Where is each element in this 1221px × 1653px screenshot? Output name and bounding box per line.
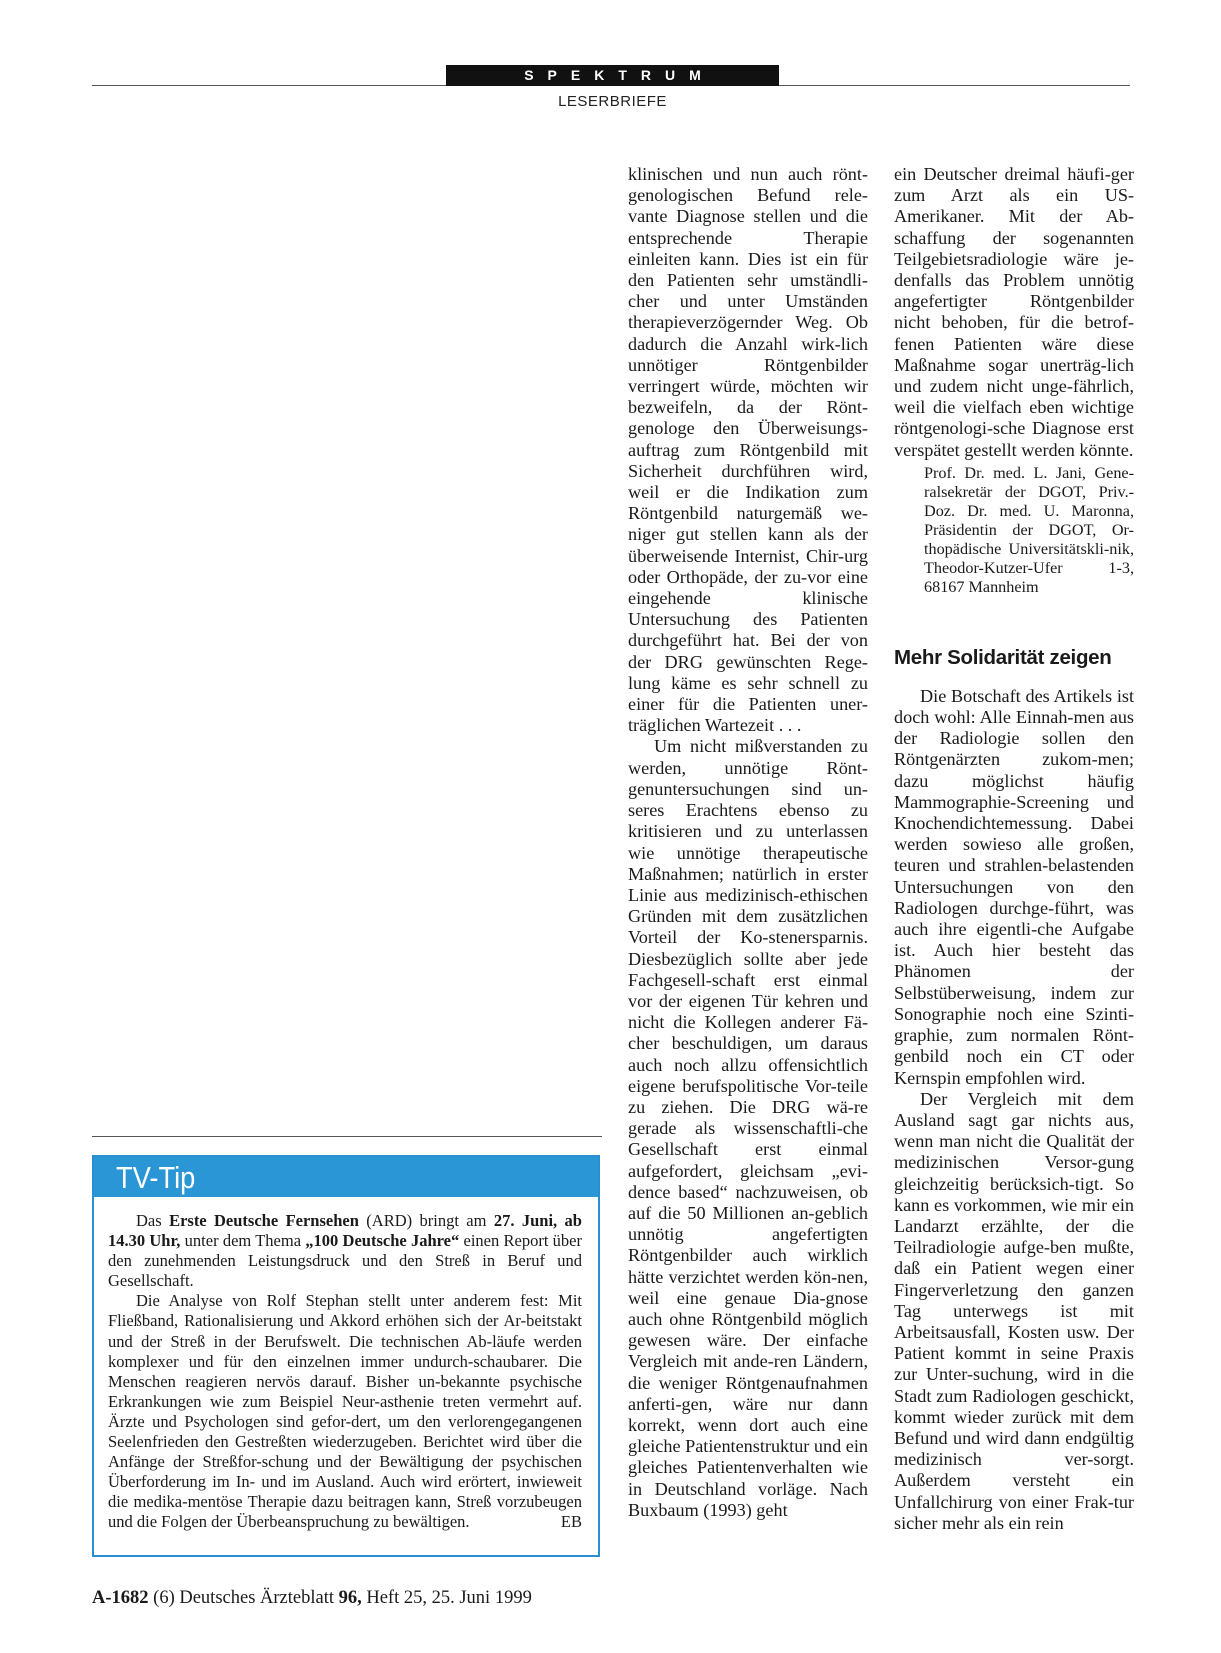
body-paragraph: klinischen und nun auch rönt-genologischen Befund rele-vante Diagnose stellen und die entsprechende Therapie einleiten kann. Dies ist ein für den Patienten sehr umständli-cher und unter Umständen therapieverzögernder Weg. Ob dadurch die Anzahl wirk-lich unnötiger Röntgenbilder verringert würde, möchten wir bezweifeln, da der Rönt-genologe den Überweisungs-auftrag zum Röntgenbild mit Sicherheit durchführen wird, weil er die Indikation zum Röntgenbild naturgemäß we-niger gut stellen kann als der überweisende Internist, Chir-urg oder Orthopäde, der zu-vor eine eingehende klinische Untersuchung des Patienten durchgeführt hat. Bei der von der DRG gewünschten Rege-lung käme es sehr schnell zu einer für die Patienten uner-träglichen Wartezeit . . . <box>628 164 868 736</box>
page-number: (6) <box>153 1588 175 1608</box>
journal-name: Deutsches Ärzteblatt <box>179 1588 334 1608</box>
tv-tip-rule <box>92 1136 602 1137</box>
body-paragraph: Der Vergleich mit dem Ausland sagt gar nichts aus, wenn man nicht die Qualität der medizinischen Versor-gung gleichzeitig berücksich-tigt. So kann es vorkommen, wie mir ein Landarzt erzählte, der die Teilradiologie aufge-ben mußte, daß ein Patient wegen einer Fingerverletzung den ganzen Tag unterwegs ist mit Arbeitsausfall, Kosten usw. Der Patient kommt in seine Praxis zur Unter-suchung, wird in die Stadt zum Radiologen geschickt, kommt wieder zurück mit dem Befund und wird dann endgültig medizinisch ver-sorgt. Außerdem versteht ein Unfallchirurg von einer Frak-tur sicher mehr als ein rein <box>894 1088 1134 1533</box>
letter-signature: Prof. Dr. med. L. Jani, Gene-ralsekretär der DGOT, Priv.-Doz. Dr. med. U. Maronna, Präsidentin der DGOT, Or-thopädische Universitätskli-nik, Theodor-Kutzer-Ufer 1-3, 68167 Mannheim <box>924 463 1134 596</box>
middle-column <box>628 164 868 1521</box>
author-initials: EB <box>560 1512 582 1532</box>
issue-info: Heft 25, 25. Juni 1999 <box>366 1588 532 1608</box>
tv-tip-paragraph: Das Erste Deutsche Fernsehen (ARD) bringt am 27. Juni, ab 14.30 Uhr, unter dem Thema „100 Deutsche Jahre“ einen Report über den zunehmenden Leistungsdruck und den Streß in Beruf und Gesellschaft. <box>108 1211 582 1291</box>
right-column <box>894 164 1134 1534</box>
section-bar: SPEKTRUM <box>446 65 779 86</box>
tv-tip-body <box>108 1211 582 1533</box>
body-paragraph: ein Deutscher dreimal häufi-ger zum Arzt als ein US-Amerikaner. Mit der Ab-schaffung der sogenannten Teilgebietsradiologie wäre je-denfalls das Problem unnötig angefertigter Röntgenbilder nicht behoben, für die betrof-fenen Patienten wäre diese Maßnahme sogar unerträg-lich und zudem nicht unge-fährlich, weil die vielfach eben wichtige röntgenologi-sche Diagnose erst verspätet gestellt werden könnte. <box>894 164 1134 460</box>
body-paragraph: Die Botschaft des Artikels ist doch wohl: Alle Einnah-men aus der Radiologie sollen den Röntgenärzten zukom-men; dazu möglichst häufig Mammographie-Screening und Knochendichtemessung. Dabei werden sowieso alle großen, teuren und strahlen-belastenden Untersuchungen von den Radiologen durchge-führt, was auch ihre eigentli-che Aufgabe ist. Auch hier besteht das Phänomen der Selbstüberweisung, indem zur Sonographie noch eine Szinti-graphie, zum normalen Rönt-genbild noch ein CT oder Kernspin empfohlen wird. <box>894 685 1134 1088</box>
page-id: A-1682 <box>92 1588 149 1608</box>
volume-number: 96, <box>338 1588 362 1608</box>
tv-tip-title-bar <box>94 1157 598 1197</box>
body-paragraph: Um nicht mißverstanden zu werden, unnötige Rönt-genuntersuchungen sind un-seres Erachtens ebenso zu kritisieren und zu unterlassen wie unnötige therapeutische Maßnahmen; natürlich in erster Linie aus medizinisch-ethischen Gründen mit dem zusätzlichen Vorteil der Ko-stenersparnis. Diesbezüglich sollte aber jede Fachgesell-schaft erst einmal vor der eigenen Tür kehren und nicht die Kollegen anderer Fä-cher beschuldigen, um daraus auch noch allzu offensichtlich eigene berufspolitische Vor-teile zu ziehen. Die DRG wä-re gerade als wissenschaftli-che Gesellschaft erst einmal aufgefordert, gleichsam „evi-dence based“ nachzuweisen, ob auf die 50 Millionen an-geblich unnötig angefertigten Röntgenbilder auch wirklich hätte verzichtet werden kön-nen, weil eine genaue Dia-gnose auch ohne Röntgenbild möglich gewesen wäre. Der einfache Vergleich mit ande-ren Ländern, die weniger Röntgenaufnahmen anferti-gen, wäre nur dann korrekt, wenn dort auch eine gleiche Patientenstruktur und ein gleiches Patientenverhalten wie in Deutschland vorläge. Nach Buxbaum (1993) geht <box>628 736 868 1520</box>
tv-tip-title: TV-Tip <box>116 1160 196 1195</box>
page-footer <box>92 1588 532 1609</box>
section-label: LESERBRIEFE <box>558 93 667 110</box>
letter-heading: Mehr Solidarität zeigen <box>894 645 1112 669</box>
tv-tip-box <box>92 1155 600 1557</box>
tv-tip-paragraph: Die Analyse von Rolf Stephan stellt unter anderem fest: Mit Fließband, Rationalisierung und Akkord erhöhen sich der Ar-beitstakt und der Streß in der Berufswelt. Die technischen Ab-läufe werden komplexer und für den einzelnen immer undurch-schaubarer. Die Menschen reagieren nervös darauf. Bisher un-bekannte psychische Erkrankungen wie zum Beispiel Neur-asthenie treten vermehrt auf. Ärzte und Psychologen sind gefor-dert, um den verlorengegangenen Seelenfrieden den Gestreßten wiederzugeben. Berichtet wird über die Anfänge der Streßfor-schung und der Bewältigung der psychischen Überforderung im In- und im Ausland. Auch wird erörtert, inwieweit die medika-mentöse Therapie dazu beitragen kann, Streß vorzubeugen und die Folgen der Überbeanspruchung zu bewältigen. EB <box>108 1291 582 1532</box>
